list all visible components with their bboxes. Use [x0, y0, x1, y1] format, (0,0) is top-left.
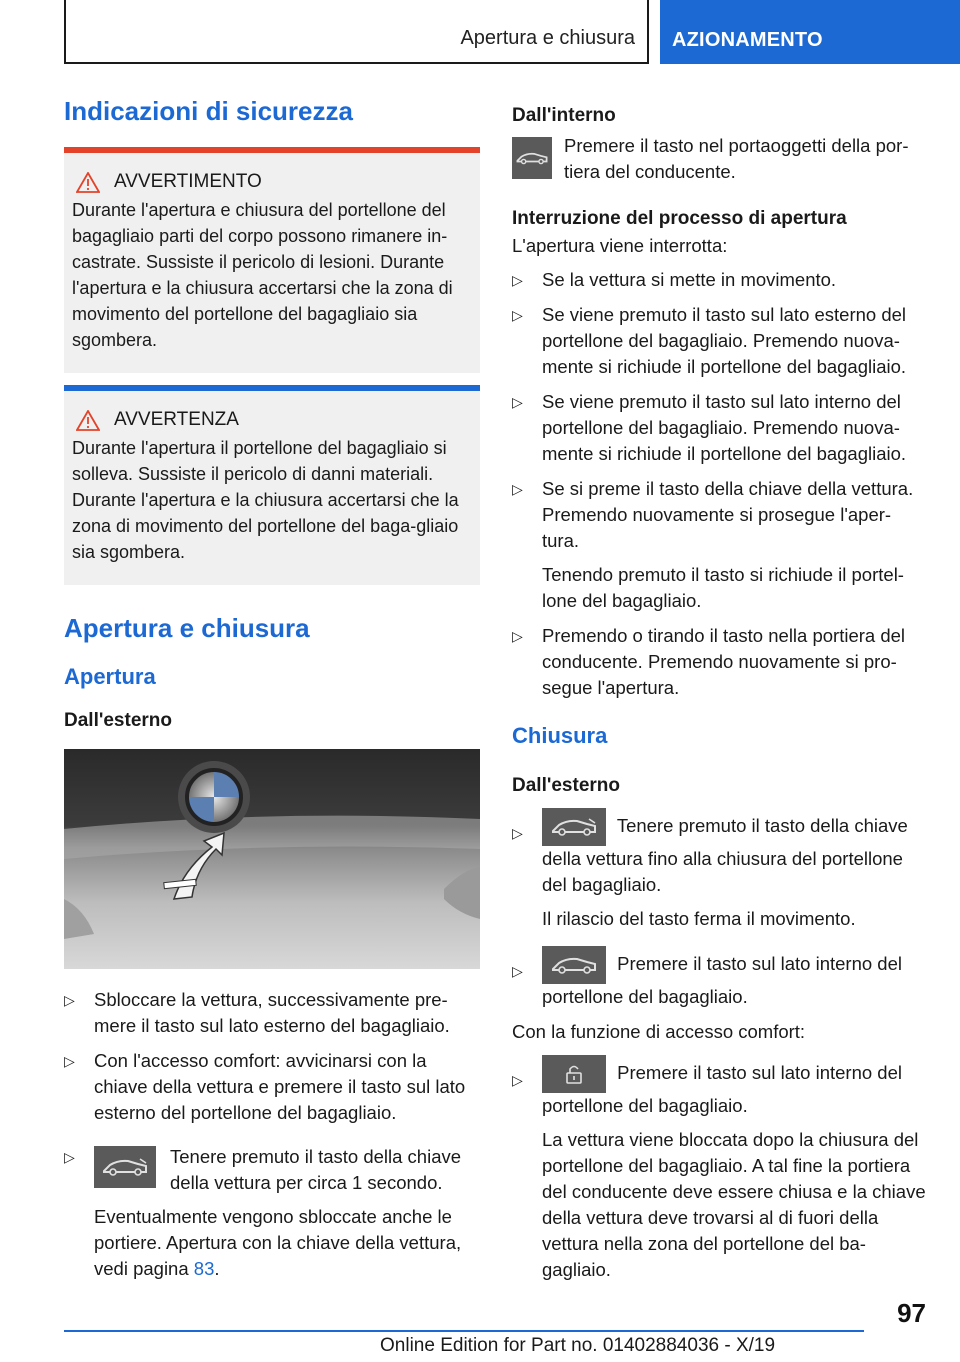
- closing-subheading: Chiusura: [512, 723, 608, 749]
- key-step-note: Eventualmente vengono sbloccate anche le portiere. Apertura con la chiave della vettura, vedi pagina 83.: [94, 1206, 462, 1280]
- warning-triangle-icon: [76, 172, 100, 193]
- list-item-text: Premendo o tirando il tasto nella portiera del conducente. Premendo nuovamente si pro-segue l'apertura.: [542, 625, 906, 699]
- interrupt-list: [512, 267, 928, 701]
- triangle-right-icon: ▷: [64, 1149, 75, 1166]
- car-trunk-key-icon: [542, 808, 606, 846]
- safety-heading: Indicazioni di sicurezza: [64, 96, 353, 126]
- inside-step-row: [512, 133, 928, 185]
- page-reference-link[interactable]: 83: [193, 1258, 215, 1280]
- lock-icon: [542, 1055, 606, 1093]
- key-step-row: [94, 1144, 480, 1196]
- warning-box: [64, 147, 480, 373]
- interrupt-heading: Interruzione del processo di apertura: [512, 207, 847, 229]
- caution-text: Durante l'apertura il portellone del bagagliaio si solleva. Sussiste il pericolo di danni materiali. Durante l'apertura e la chiusura accertarsi che la zona di movimento del portellone del baga-gliaio sia sgombera.: [72, 438, 459, 563]
- list-item-text: Sbloccare la vettura, successivamente pre-mere il tasto sul lato esterno del bagagliaio.: [94, 989, 450, 1037]
- list-item-text: Se viene premuto il tasto sul lato esterno del portellone del bagagliaio. Premendo nuova-mente si richiude il portellone del bagagliaio.: [542, 304, 907, 378]
- car-trunk-key-icon: [512, 137, 552, 179]
- closing-list: [512, 808, 928, 1010]
- footer-edition: Online Edition for Part no. 01402884036 - X/19: [380, 1335, 776, 1356]
- list-item: [512, 267, 928, 293]
- list-item: [64, 987, 480, 1039]
- car-trunk-key-icon: [542, 946, 606, 984]
- caution-header: [76, 409, 472, 431]
- list-item-text: Premere il tasto sul lato interno del portellone del bagagliaio.: [542, 1062, 902, 1117]
- list-item-text: Premere il tasto sul lato interno del portellone del bagagliaio.: [542, 953, 902, 1008]
- triangle-right-icon: ▷: [512, 307, 523, 324]
- comfort-list: [512, 1055, 928, 1283]
- opening-steps-list: [64, 987, 480, 1282]
- page-header: [64, 0, 649, 64]
- warning-triangle-icon: [76, 410, 100, 431]
- list-item-text: Se viene premuto il tasto sul lato interno del portellone del bagagliaio. Premendo nuova-mente si richiude il portellone del bagagliaio.: [542, 391, 907, 465]
- chapter-tab-label: AZIONAMENTO: [672, 29, 823, 51]
- list-item: [512, 808, 928, 932]
- caution-box: [64, 385, 480, 585]
- list-item-text: Tenere premuto il tasto della chiave della vettura per circa 1 secondo.: [170, 1146, 462, 1194]
- opening-subheading: Apertura: [64, 664, 156, 690]
- list-item: [64, 1048, 480, 1126]
- triangle-right-icon: ▷: [512, 1072, 523, 1089]
- list-item: [512, 302, 928, 380]
- triangle-right-icon: ▷: [64, 992, 75, 1009]
- closing-outside-heading: Dall'esterno: [512, 774, 620, 796]
- comfort-intro: Con la funzione di accesso comfort:: [512, 1021, 806, 1043]
- caution-label: AVVERTENZA: [114, 409, 239, 431]
- trunk-button-photo: [64, 749, 480, 969]
- running-section-title: Apertura e chiusura: [460, 27, 635, 49]
- inside-text: Premere il tasto nel portaoggetti della por-tiera del conducente.: [564, 134, 909, 182]
- triangle-right-icon: ▷: [512, 963, 523, 980]
- list-item: [512, 476, 928, 614]
- list-item: [512, 946, 928, 1010]
- list-item-text: Se si preme il tasto della chiave della vettura. Premendo nuovamente si prosegue l'aper-tura.: [542, 478, 914, 552]
- chapter-tab: [660, 0, 960, 64]
- warning-text: Durante l'apertura e chiusura del portellone del bagagliaio parti del corpo possono rimanere in-castrate. Sussiste il pericolo di lesioni. Durante l'apertura e la chiusura accertarsi che la zona di movimento del portellone del bagagliaio sia sgombera.: [72, 200, 453, 351]
- list-item-note: Tenendo premuto il tasto si richiude il portel-lone del bagagliaio.: [542, 564, 904, 612]
- footer-divider: [64, 1330, 864, 1332]
- list-item-text: Tenere premuto il tasto della chiave della vettura fino alla chiusura del portellone del bagagliaio.: [542, 815, 908, 896]
- car-trunk-key-icon: [94, 1146, 156, 1188]
- list-item: [512, 623, 928, 701]
- triangle-right-icon: ▷: [512, 394, 523, 411]
- triangle-right-icon: ▷: [64, 1053, 75, 1070]
- list-item: [512, 1055, 928, 1283]
- outside-heading: Dall'esterno: [64, 709, 172, 731]
- section-heading: Apertura e chiusura: [64, 613, 310, 644]
- triangle-right-icon: ▷: [512, 825, 523, 842]
- list-item-note: La vettura viene bloccata dopo la chiusura del portellone del bagagliaio. A tal fine la portiera del conducente deve essere chiusa e la chiave della vettura deve trovarsi al di fuori della vettura nella zona del portellone del ba-gagliaio.: [542, 1129, 926, 1281]
- interrupt-intro: L'apertura viene interrotta:: [512, 235, 728, 257]
- warning-label: AVVERTIMENTO: [114, 171, 262, 193]
- list-item: [64, 1144, 480, 1282]
- list-item: [512, 389, 928, 467]
- list-item-note: Il rilascio del tasto ferma il movimento.: [542, 908, 856, 930]
- warning-header: [76, 171, 472, 193]
- triangle-right-icon: ▷: [512, 628, 523, 645]
- page-number: 97: [897, 1298, 926, 1328]
- right-column: [512, 104, 928, 1292]
- triangle-right-icon: ▷: [512, 481, 523, 498]
- left-column: [64, 96, 480, 1291]
- list-item-text: Con l'accesso comfort: avvicinarsi con la chiave della vettura e premere il tasto sul lato esterno del portellone del bagagliaio.: [94, 1050, 466, 1124]
- list-item-text: Se la vettura si mette in movimento.: [542, 269, 837, 291]
- inside-heading: Dall'interno: [512, 105, 616, 126]
- triangle-right-icon: ▷: [512, 272, 523, 289]
